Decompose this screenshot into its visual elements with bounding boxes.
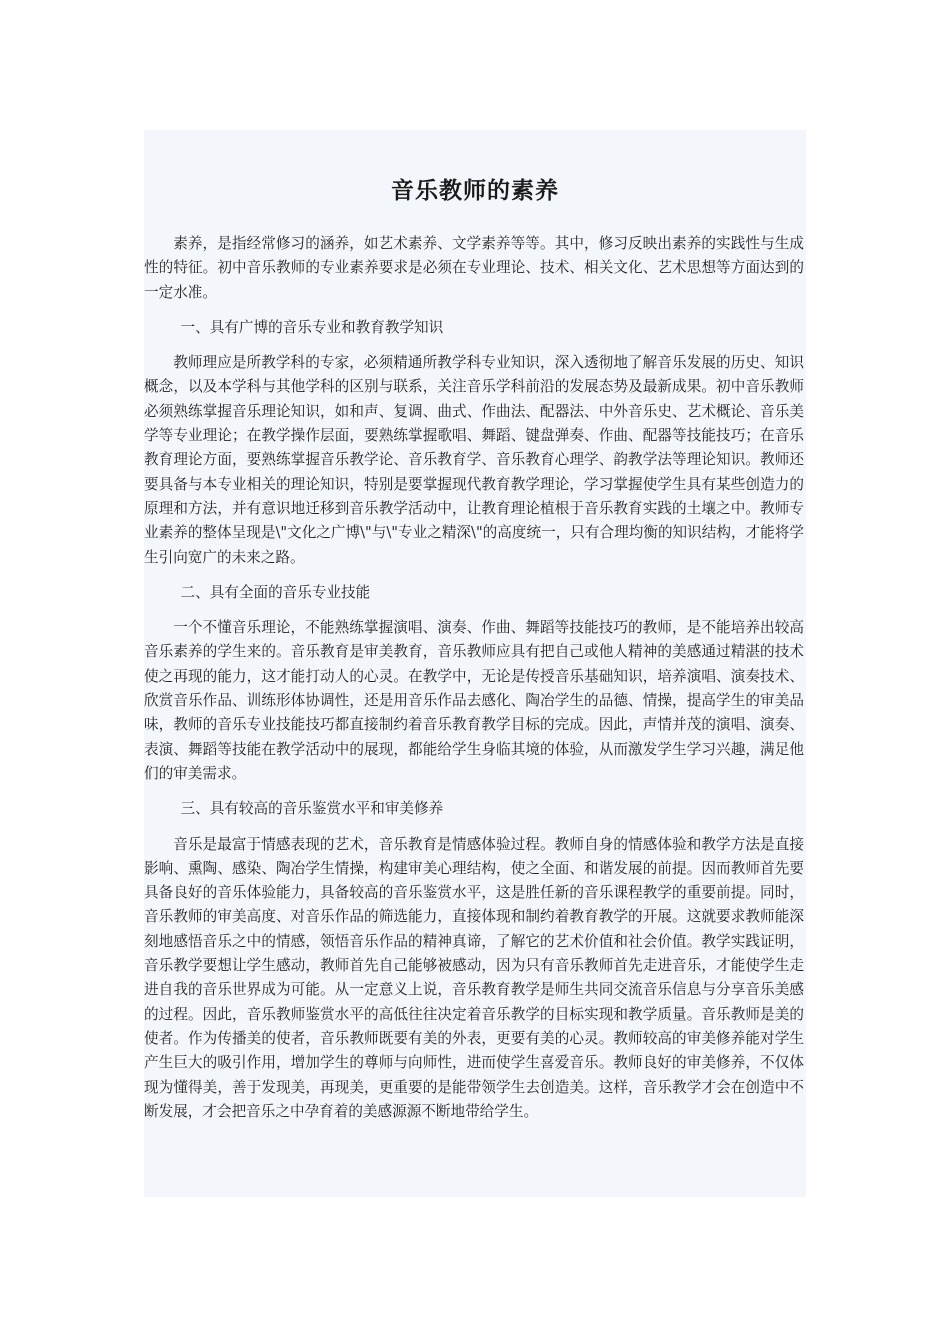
intro-paragraph: 素养，是指经常修习的涵养，如艺术素养、文学素养等等。其中，修习反映出素养的实践性与生成性的特征。初中音乐教师的专业素养要求是必须在专业理论、技术、相关文化、艺术思想等方面达到的一定水准。 (144, 235, 804, 301)
section-body-3: 音乐是最富于情感表现的艺术，音乐教育是情感体验过程。教师自身的情感体验和教学方法是直接影响、熏陶、感染、陶冶学生情操，构建审美心理结构，使之全面、和谐发展的前提。因而教师首先要具备良好的音乐体验能力，具备较高的音乐鉴赏水平，这是胜任新的音乐课程教学的重要前提。同时，音乐教师的审美高度、对音乐作品的筛选能力，直接体现和制约着教育教学的开展。这就要求教师能深刻地感悟音乐之中的情感，领悟音乐作品的精神真谛，了解它的艺术价值和社会价值。教学实践证明，音乐教学要想让学生感动，教师首先自己能够被感动，因为只有音乐教师首先走进音乐，才能使学生走进自我的音乐世界成为可能。从一定意义上说，音乐教育教学是师生共同交流音乐信息与分享音乐美感的过程。因此，音乐教师鉴赏水平的高低往往决定着音乐教学的目标实现和教学质量。音乐教师是美的使者。作为传播美的使者，音乐教师既要有美的外表，更要有美的心灵。教师较高的审美修养能对学生产生巨大的吸引作用，增加学生的尊师与向师性，进而使学生喜爱音乐。教师良好的审美修养，不仅体现为懂得美，善于发现美，再现美，更重要的是能带领学生去创造美。这样，音乐教学才会在创造中不断发展，才会把音乐之中孕育着的美感源源不断地带给学生。 (144, 835, 804, 1120)
section-body-1: 教师理应是所教学科的专家，必须精通所教学科专业知识，深入透彻地了解音乐发展的历史、知识概念，以及本学科与其他学科的区别与联系，关注音乐学科前沿的发展态势及最新成果。初中音乐教师必须熟练掌握音乐理论知识，如和声、复调、曲式、作曲法、配器法、中外音乐史、艺术概论、音乐美学等专业理论；在教学操作层面，要熟练掌握歌唱、舞蹈、键盘弹奏、作曲、配器等技能技巧；在音乐教育理论方面，要熟练掌握音乐教学论、音乐教育学、音乐教育心理学、韵教学法等理论知识。教师还要具备与本专业相关的理论知识，特别是要掌握现代教育教学理论，学习掌握使学生具有某些创造力的原理和方法，并有意识地迁移到音乐教学活动中，让教育理论植根于音乐教育实践的土壤之中。教师专业素养的整体呈现是\"文化之广博\"与\"专业之精深\"的高度统一，只有合理均衡的知识结构，才能将学生引向宽广的未来之路。 (144, 354, 804, 566)
page-title: 音乐教师的素养 (391, 177, 559, 204)
section-heading-2: 二、具有全面的音乐专业技能 (180, 583, 371, 601)
section-body-2: 一个不懂音乐理论，不能熟练掌握演唱、演奏、作曲、舞蹈等技能技巧的教师，是不能培养出较高音乐素养的学生来的。音乐教育是审美教育，音乐教师应具有把自己或他人精神的美感通过精湛的技术使之再现的能力，这才能打动人的心灵。在教学中，无论是传授音乐基础知识，培养演唱、演奏技术、欣赏音乐作品、训练形体协调性，还是用音乐作品去感化、陶冶学生的品德、情操，提高学生的审美品味，教师的音乐专业技能技巧都直接制约着音乐教育教学目标的完成。因此，声情并茂的演唱、演奏、表演、舞蹈等技能在教学活动中的展现，都能给学生身临其境的体验，从而激发学生学习兴趣，满足他们的审美需求。 (144, 619, 804, 782)
section-heading-3: 三、具有较高的音乐鉴赏水平和审美修养 (180, 800, 444, 818)
section-heading-1: 一、具有广博的音乐专业和教育教学知识 (180, 318, 444, 336)
document-panel (144, 130, 806, 1197)
